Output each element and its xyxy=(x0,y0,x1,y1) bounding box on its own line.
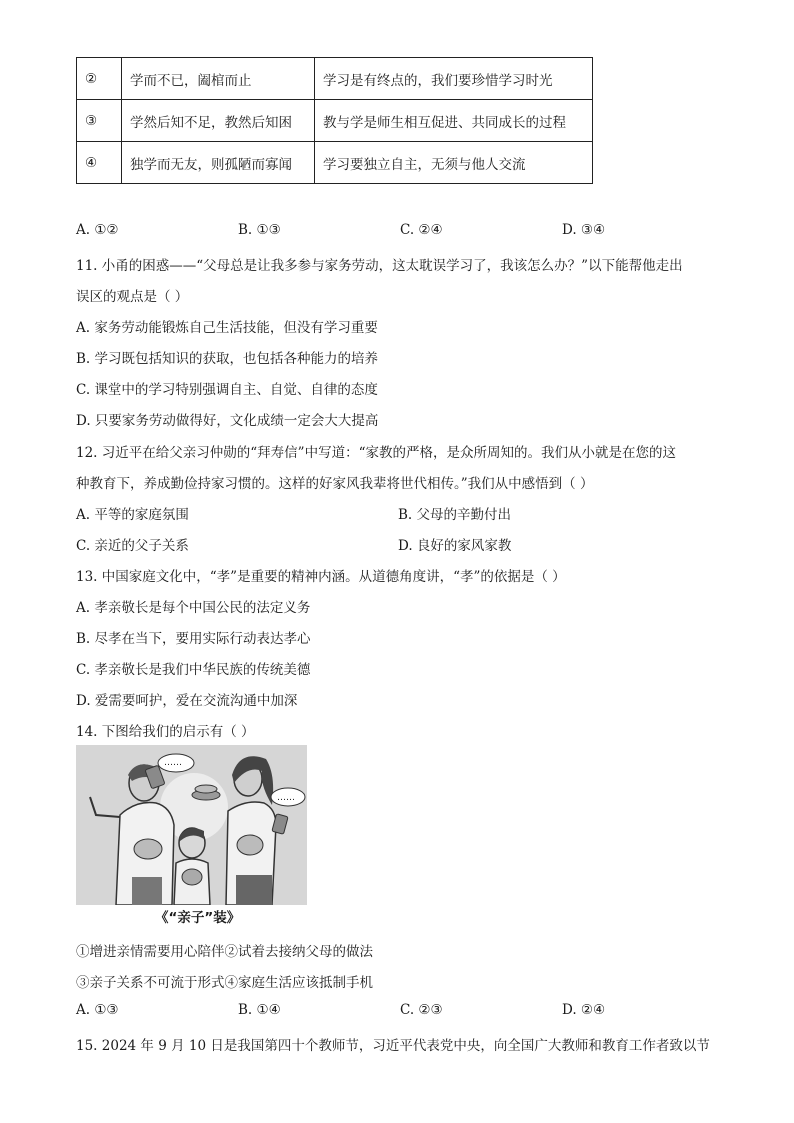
option-c[interactable]: C. ②④ xyxy=(400,222,443,238)
table-row xyxy=(77,58,593,100)
q14-options xyxy=(76,1002,676,1022)
q13-option-a[interactable]: A. 孝亲敬长是每个中国公民的法定义务 xyxy=(76,600,311,616)
option-b[interactable]: B. ①③ xyxy=(238,222,281,238)
child-figure xyxy=(174,828,210,905)
row-number: ③ xyxy=(77,100,122,142)
speech-bubble-right xyxy=(271,788,305,806)
fish-plate xyxy=(192,785,220,800)
q13-option-b[interactable]: B. 尽孝在当下，要用实际行动表达孝心 xyxy=(76,631,311,647)
option-c[interactable]: C. ②③ xyxy=(400,1002,443,1018)
meaning-cell: 教与学是师生相互促进、共同成长的过程 xyxy=(315,100,593,142)
q12-option-c[interactable]: C. 亲近的父子关系 xyxy=(76,538,189,554)
speech-bubble-left xyxy=(158,754,194,772)
q11-option-a[interactable]: A. 家务劳动能锻炼自己生活技能，但没有学习重要 xyxy=(76,320,378,336)
cartoon-illustration xyxy=(76,745,307,905)
q10-options xyxy=(76,222,676,242)
q15-stem-line1: 15. 2024 年 9 月 10 日是我国第四十个教师节，习近平代表党中央，向全国广大教师和教育工作者致以节 xyxy=(76,1038,710,1054)
q12-options-row1 xyxy=(76,503,676,523)
parent-child-cartoon xyxy=(76,745,307,905)
option-d[interactable]: D. ③④ xyxy=(562,222,606,238)
meaning-cell: 学习要独立自主，无须与他人交流 xyxy=(315,142,593,184)
quote-cell: 独学而无友，则孤陋而寡闻 xyxy=(122,142,315,184)
svg-text:……: …… xyxy=(277,793,295,803)
table-row xyxy=(77,100,593,142)
option-b[interactable]: B. ①④ xyxy=(238,1002,281,1018)
option-d[interactable]: D. ②④ xyxy=(562,1002,606,1018)
q12-options-row2 xyxy=(76,534,676,554)
meaning-cell: 学习是有终点的，我们要珍惜学习时光 xyxy=(315,58,593,100)
q11-option-d[interactable]: D. 只要家务劳动做得好，文化成绩一定会大大提高 xyxy=(76,413,379,429)
q11-option-b[interactable]: B. 学习既包括知识的获取，也包括各种能力的培养 xyxy=(76,351,379,367)
row-number: ④ xyxy=(77,142,122,184)
quote-cell: 学而不已，阖棺而止 xyxy=(122,58,315,100)
q14-stem: 14. 下图给我们的启示有（ ） xyxy=(76,724,255,740)
q12-option-b[interactable]: B. 父母的辛勤付出 xyxy=(398,507,512,523)
row-number: ② xyxy=(77,58,122,100)
q11-stem-line2: 误区的观点是（ ） xyxy=(76,289,189,305)
q12-option-a[interactable]: A. 平等的家庭氛围 xyxy=(76,507,189,523)
option-a[interactable]: A. ①② xyxy=(76,222,119,238)
q13-option-d[interactable]: D. 爱需要呵护，爱在交流沟通中加深 xyxy=(76,693,298,709)
q14-statement-line2: ③亲子关系不可流于形式④家庭生活应该抵制手机 xyxy=(76,975,373,991)
q14-statement-line1: ①增进亲情需要用心陪伴②试着去接纳父母的做法 xyxy=(76,944,373,960)
figure-caption: 《“亲子”装》 xyxy=(155,910,241,926)
q12-stem-line1: 12. 习近平在给父亲习仲勋的“拜寿信”中写道：“家教的严格，是众所周知的。我们从小就是在您的这 xyxy=(76,445,676,461)
option-a[interactable]: A. ①③ xyxy=(76,1002,119,1018)
quote-cell: 学然后知不足，教然后知困 xyxy=(122,100,315,142)
q11-option-c[interactable]: C. 课堂中的学习特别强调自主、自觉、自律的态度 xyxy=(76,382,378,398)
q12-option-d[interactable]: D. 良好的家风家教 xyxy=(398,538,512,554)
table-row xyxy=(77,142,593,184)
q11-stem-line1: 11. 小甬的困惑——“父母总是让我多参与家务劳动，这太耽误学习了，我该怎么办？”以下能帮他走出 xyxy=(76,258,683,274)
q13-stem: 13. 中国家庭文化中，“孝”是重要的精神内涵。从道德角度讲，“孝”的依据是（ ） xyxy=(76,569,566,585)
quote-table xyxy=(76,57,593,184)
svg-text:……: …… xyxy=(164,758,182,768)
q12-stem-line2: 种教育下，养成勤俭持家习惯的。这样的好家风我辈将世代相传。”我们从中感悟到（ ） xyxy=(76,476,594,492)
q13-option-c[interactable]: C. 孝亲敬长是我们中华民族的传统美德 xyxy=(76,662,311,678)
